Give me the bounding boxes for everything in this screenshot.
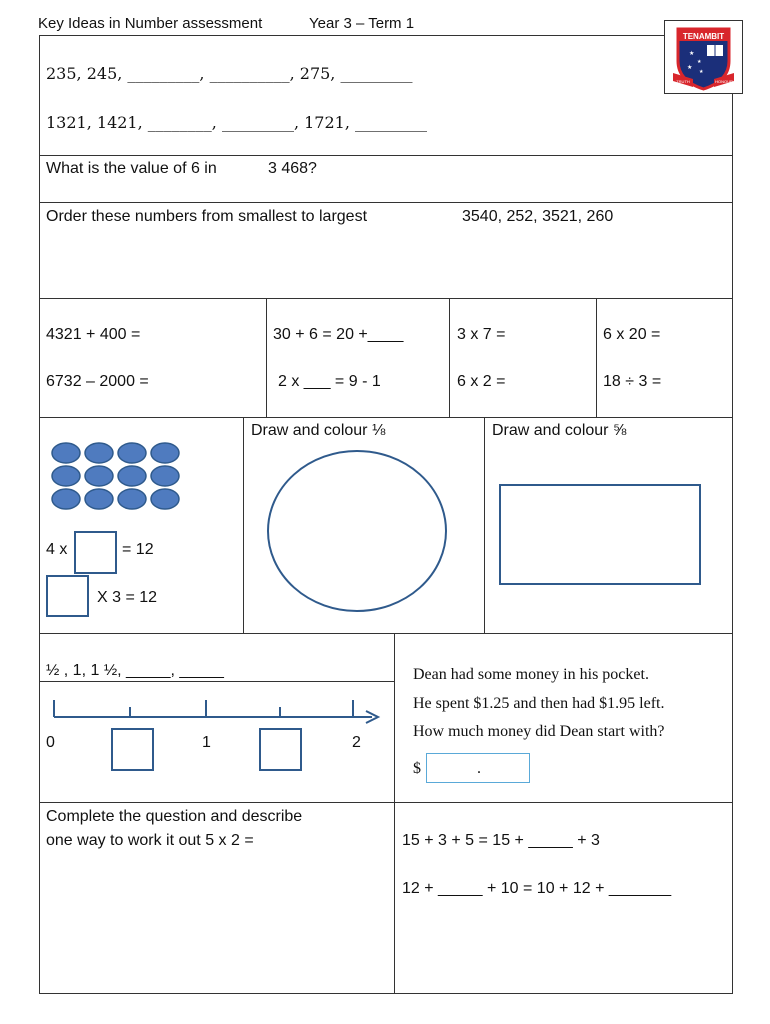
circle-fraction-prompt: Draw and colour ⅛ xyxy=(251,422,386,439)
number-line-answer-box-1[interactable] xyxy=(111,728,154,771)
equation-addition: 4321 + 400 = xyxy=(46,326,141,343)
fraction-rectangle[interactable] xyxy=(499,484,701,585)
frame-left-line xyxy=(39,35,40,993)
svg-text:★: ★ xyxy=(687,65,693,71)
logo-motto-right: HONOUR xyxy=(715,79,733,84)
divider xyxy=(39,633,733,634)
array-answer-box-2[interactable] xyxy=(46,575,89,617)
money-answer-input[interactable] xyxy=(426,753,530,783)
divider xyxy=(39,802,733,803)
describe-prompt-line-2: one way to work it out 5 x 2 = xyxy=(46,832,254,849)
word-problem-line-2: He spent $1.25 and then had $1.95 left. xyxy=(413,695,665,712)
dot-array xyxy=(50,440,182,514)
number-line xyxy=(50,692,385,728)
currency-symbol: $ xyxy=(413,760,421,777)
equation-multiply-1: 3 x 7 = xyxy=(457,326,506,343)
word-problem-line-1: Dean had some money in his pocket. xyxy=(413,666,649,683)
divider xyxy=(484,417,485,633)
decimal-point: . xyxy=(477,760,481,777)
divider xyxy=(39,417,733,418)
year-term-label: Year 3 – Term 1 xyxy=(309,15,415,32)
divider xyxy=(394,633,395,993)
sequence-line-2: 1321, 1421, ________, _________, 1721, _________ xyxy=(46,113,428,132)
divider xyxy=(243,417,244,633)
array-eq1-suffix: = 12 xyxy=(122,541,154,558)
equation-divide: 18 ÷ 3 = xyxy=(603,373,662,390)
divider xyxy=(39,202,733,203)
missing-number-line-2: 12 + _____ + 10 = 10 + 12 + _______ xyxy=(402,880,672,897)
divider xyxy=(596,298,597,417)
school-logo xyxy=(664,20,743,94)
svg-text:★: ★ xyxy=(689,51,695,57)
place-value-question: What is the value of 6 in xyxy=(46,160,217,177)
word-problem-line-3: How much money did Dean start with? xyxy=(413,723,665,740)
number-line-label-2: 2 xyxy=(352,734,361,751)
school-crest-icon xyxy=(665,21,742,93)
array-answer-box-1[interactable] xyxy=(74,531,117,574)
svg-text:★: ★ xyxy=(699,69,704,75)
fraction-circle[interactable] xyxy=(265,448,449,614)
number-line-answer-box-2[interactable] xyxy=(259,728,302,771)
equation-missing-factor: 2 x ___ = 9 - 1 xyxy=(278,373,381,390)
equation-subtraction: 6732 – 2000 = xyxy=(46,373,149,390)
fraction-sequence: ½ , 1, 1 ½, _____, _____ xyxy=(46,662,224,679)
array-eq1-prefix: 4 x xyxy=(46,541,68,558)
ordering-numbers: 3540, 252, 3521, 260 xyxy=(462,208,614,225)
divider xyxy=(39,681,394,682)
number-line-label-1: 1 xyxy=(202,734,211,751)
rect-fraction-prompt: Draw and colour ⅝ xyxy=(492,422,627,439)
describe-prompt-line-1: Complete the question and describe xyxy=(46,808,303,825)
frame-top-line xyxy=(39,35,665,36)
equation-balance: 30 + 6 = 20 +____ xyxy=(273,326,404,343)
frame-right-line xyxy=(732,94,733,993)
logo-name-text: TENAMBIT xyxy=(682,32,725,41)
divider xyxy=(266,298,267,417)
array-eq2-suffix: X 3 = 12 xyxy=(97,589,158,606)
number-line-label-0: 0 xyxy=(46,734,55,751)
divider xyxy=(39,155,733,156)
frame-bottom-line xyxy=(39,993,733,994)
place-value-number: 3 468? xyxy=(268,160,317,177)
sequence-line-1: 235, 245, _________, __________, 275, _________ xyxy=(46,64,413,83)
divider xyxy=(39,298,733,299)
divider xyxy=(449,298,450,417)
logo-motto-left: TRUTH xyxy=(676,79,690,84)
missing-number-line-1: 15 + 3 + 5 = 15 + _____ + 3 xyxy=(402,832,600,849)
svg-text:★: ★ xyxy=(697,59,702,65)
equation-multiply-2: 6 x 2 = xyxy=(457,373,506,390)
worksheet-title: Key Ideas in Number assessment xyxy=(38,15,263,32)
equation-multiply-3: 6 x 20 = xyxy=(603,326,661,343)
ordering-prompt: Order these numbers from smallest to largest xyxy=(46,208,368,225)
